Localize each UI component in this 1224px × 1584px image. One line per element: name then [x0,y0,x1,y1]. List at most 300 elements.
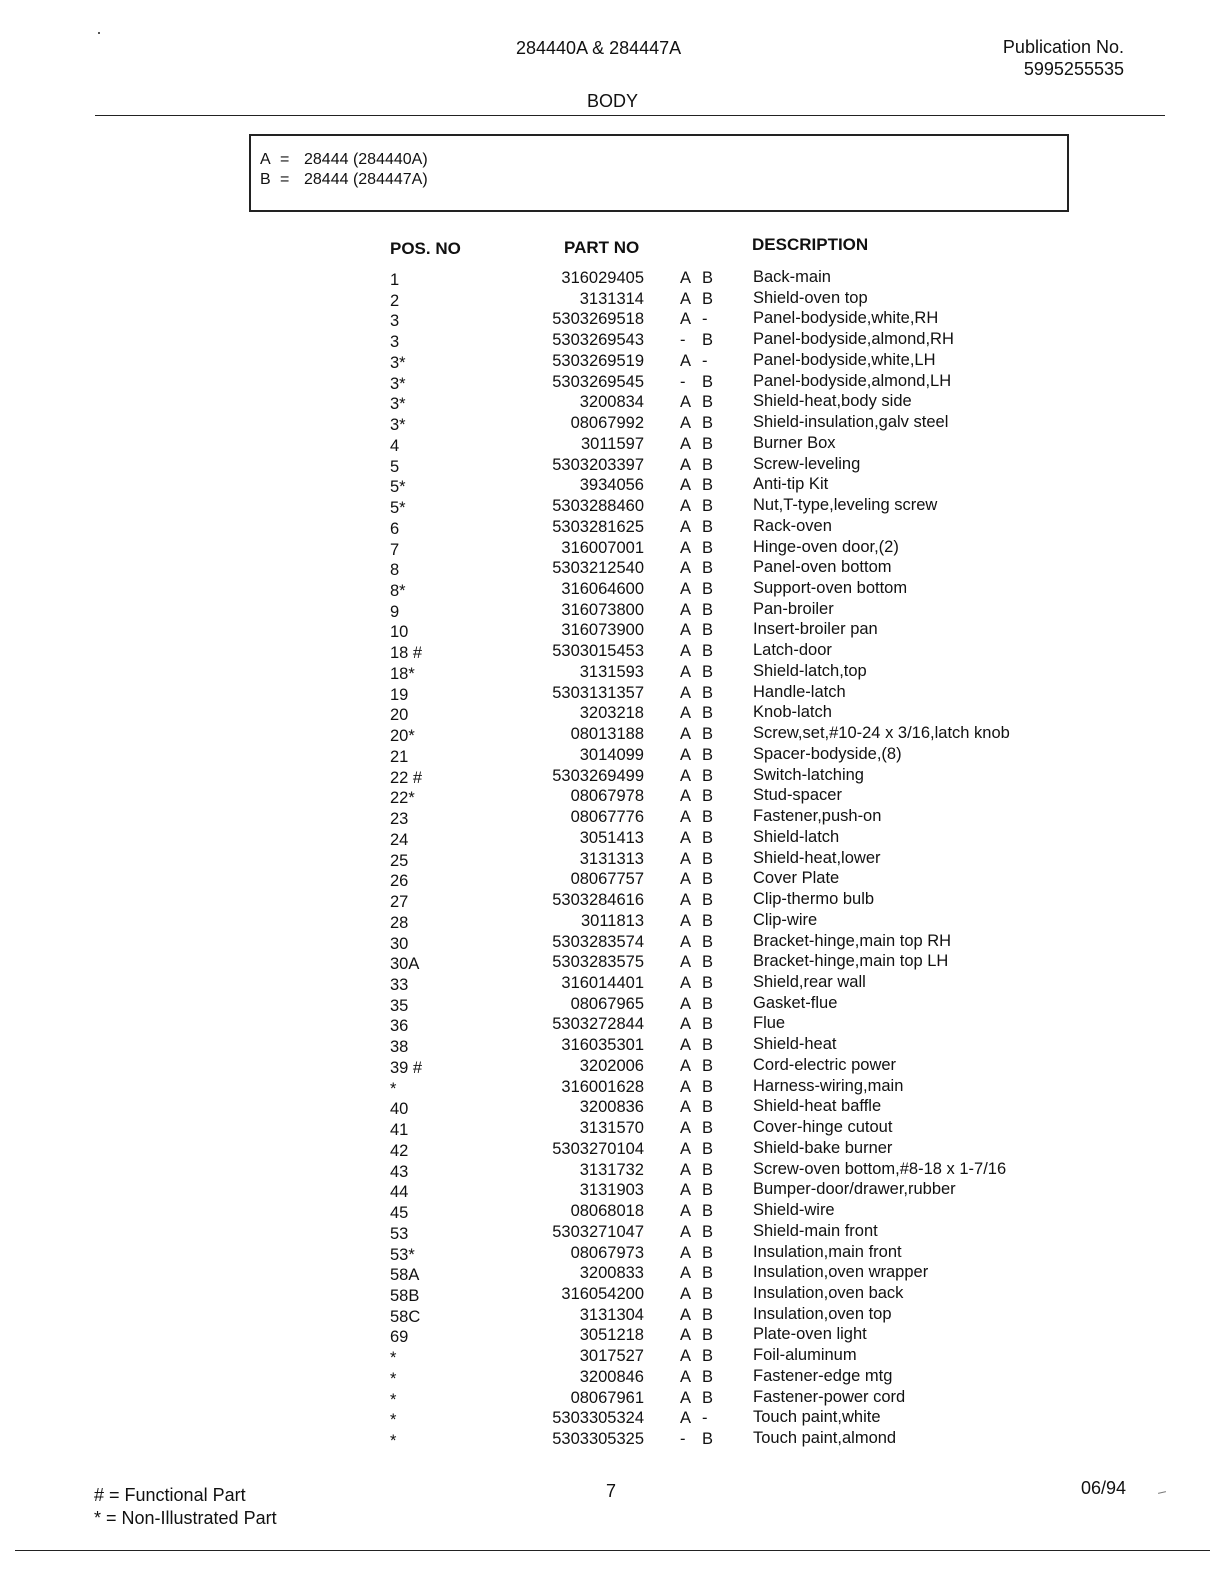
model-a-cell: A [680,1098,692,1117]
model-b-cell: B [702,787,714,806]
description-cell: Insulation,oven top [753,1304,892,1323]
model-a-cell: A [680,870,692,889]
model-b-cell: B [702,870,714,889]
functional-part-note: # = Functional Part [94,1485,246,1505]
pos-cell: 10 [390,623,409,642]
publication-label: Publication No. [1002,37,1124,57]
description-cell: Bumper-door/drawer,rubber [753,1180,956,1199]
model-a-cell: A [680,808,692,827]
model-b-cell: B [702,725,714,744]
pos-cell: 21 [390,747,409,766]
table-row [0,599,1224,620]
model-a-cell: A [680,1222,692,1241]
model-b-cell: B [702,1077,714,1096]
pos-cell: * [390,1349,397,1368]
description-cell: Screw,set,#10-24 x 3/16,latch knob [753,724,1010,743]
table-row [0,744,1224,765]
model-b-cell: B [702,621,714,640]
model-a-cell: A [680,393,692,412]
model-b-cell: B [702,393,714,412]
description-cell: Bracket-hinge,main top LH [753,952,949,971]
part-number-cell: 08067776 [570,808,644,827]
table-row [0,433,1224,454]
pos-cell: 44 [390,1183,409,1202]
table-row [0,702,1224,723]
model-b-cell: B [702,580,714,599]
model-a-cell: A [680,1160,692,1179]
description-cell: Hinge-oven door,(2) [753,537,899,556]
description-cell: Shield-heat [753,1035,837,1054]
table-row [0,1304,1224,1325]
model-a-cell: A [680,745,692,764]
table-row [0,1055,1224,1076]
model-a-cell: A [680,600,692,619]
column-header-pos: POS. NO [390,239,461,258]
pos-cell: 19 [390,685,409,704]
model-a-cell: A [680,725,692,744]
section-title: BODY [587,91,639,111]
part-number-cell: 5303269519 [552,351,644,370]
description-cell: Shield,rear wall [753,972,866,991]
table-row [0,868,1224,889]
table-row [0,1262,1224,1283]
model-a-cell: A [680,580,692,599]
model-a-cell: A [680,891,692,910]
model-a-cell: A [680,662,692,681]
part-number-cell: 5303131357 [552,683,644,702]
description-cell: Insulation,main front [753,1242,902,1261]
table-row [0,391,1224,412]
table-row [0,785,1224,806]
model-a-cell: A [680,1036,692,1055]
part-number-cell: 08067961 [570,1388,644,1407]
model-a-cell: A [680,1077,692,1096]
description-cell: Latch-door [753,641,832,660]
part-number-cell: 3011813 [580,911,644,930]
part-number-cell: 5303283575 [552,953,644,972]
part-number-cell: 3202006 [579,1056,644,1075]
pos-cell: 35 [390,996,409,1015]
model-a-cell: A [680,953,692,972]
table-row [0,827,1224,848]
table-row [0,1117,1224,1138]
model-b-cell: B [702,497,714,516]
part-number-cell: 3131313 [579,849,644,868]
part-number-cell: 08068018 [570,1202,644,1221]
description-cell: Fastener-edge mtg [753,1366,893,1385]
pos-cell: 25 [390,851,409,870]
table-row [0,1345,1224,1366]
pos-cell: * [390,1411,397,1430]
footer-notes [94,1484,277,1530]
pos-cell: 38 [390,1038,409,1057]
model-a-cell: A [680,497,692,516]
model-a-cell: - [680,1430,686,1449]
table-row [0,1387,1224,1408]
description-cell: Touch paint,almond [753,1429,897,1448]
description-cell: Knob-latch [753,703,832,722]
part-number-cell: 3014099 [579,745,644,764]
part-number-cell: 316073900 [561,621,644,640]
model-a-cell: A [680,1202,692,1221]
pos-cell: 23 [390,810,409,829]
table-row [0,723,1224,744]
pos-cell: * [390,1079,397,1098]
pos-cell: 53 [390,1224,409,1243]
part-number-cell: 3200834 [579,393,644,412]
part-number-cell: 3131593 [579,662,644,681]
model-a-cell: A [680,683,692,702]
description-cell: Switch-latching [753,765,864,784]
model-a-cell: A [680,828,692,847]
pos-cell: 9 [390,602,400,621]
part-number-cell: 316029405 [561,269,644,287]
description-cell: Back-main [753,268,831,286]
pos-cell: 43 [390,1162,409,1181]
table-row [0,1407,1224,1428]
header-divider [95,115,1165,116]
pos-cell: 53* [390,1245,415,1264]
pos-cell: * [390,1390,397,1409]
table-row [0,557,1224,578]
part-number-cell: 5303270104 [552,1139,644,1158]
description-cell: Stud-spacer [753,786,842,805]
description-cell: Panel-oven bottom [753,558,892,577]
description-cell: Clip-wire [753,910,818,929]
table-row [0,910,1224,931]
model-a-cell: A [680,351,692,370]
table-row [0,889,1224,910]
pos-cell: 3 [390,333,400,352]
description-cell: Touch paint,white [753,1408,881,1427]
model-b-cell: B [702,662,714,681]
table-row [0,682,1224,703]
legend-equals: = [280,171,290,188]
pos-cell: 36 [390,1017,409,1036]
pos-cell: 22 # [390,768,423,787]
part-number-cell: 316007001 [561,538,644,557]
model-a-cell: A [680,1284,692,1303]
model-b-cell: B [702,600,714,619]
model-b-cell: B [702,953,714,972]
table-row [0,350,1224,371]
table-row [0,267,1224,288]
model-a-cell: - [680,372,686,391]
description-cell: Plate-oven light [753,1325,867,1344]
description-cell: Shield-heat,lower [753,848,881,867]
model-a-cell: A [680,476,692,495]
description-cell: Nut,T-type,leveling screw [753,496,938,515]
part-number-cell: 3131304 [579,1305,644,1324]
scan-speck [98,32,100,34]
table-row [0,454,1224,475]
model-b-cell: B [702,1139,714,1158]
pos-cell: 6 [390,519,400,538]
description-cell: Fastener-power cord [753,1387,906,1406]
part-number-cell: 5303305324 [552,1409,644,1428]
column-header-part: PART NO [564,238,640,257]
model-a-cell: A [680,1367,692,1386]
model-a-cell: A [680,1119,692,1138]
description-cell: Shield-insulation,galv steel [753,413,949,432]
table-row [0,288,1224,309]
description-cell: Shield-wire [753,1201,835,1220]
model-a-cell: A [680,994,692,1013]
pos-cell: 26 [390,872,409,891]
part-number-cell: 5303284616 [552,891,644,910]
model-b-cell: B [702,849,714,868]
column-header-description: DESCRIPTION [752,235,869,254]
legend-row-b [260,170,1067,190]
table-row [0,765,1224,786]
description-cell: Spacer-bodyside,(8) [753,744,902,763]
description-cell: Anti-tip Kit [753,475,829,494]
pos-cell: 3 [390,312,400,331]
model-title: 284440A & 284447A [516,38,682,58]
part-number-cell: 316054200 [561,1284,644,1303]
description-cell: Panel-bodyside,almond,LH [753,371,952,390]
table-row [0,537,1224,558]
model-a-cell: A [680,1388,692,1407]
model-a-cell: A [680,455,692,474]
pos-cell: 69 [390,1328,409,1347]
description-cell: Support-oven bottom [753,579,908,598]
pos-cell: 20* [390,727,415,746]
pos-cell: 1 [390,271,400,289]
table-row [0,1324,1224,1345]
page-number: 7 [606,1481,617,1501]
description-cell: Handle-latch [753,682,846,701]
part-number-cell: 3131732 [579,1160,644,1179]
footer-divider [15,1550,1210,1551]
table-row [0,848,1224,869]
pos-cell: 33 [390,975,409,994]
pos-cell: 18 # [390,644,423,663]
model-b-cell: B [702,331,714,350]
model-a-cell: A [680,787,692,806]
table-row [0,329,1224,350]
part-number-cell: 3017527 [579,1347,644,1366]
model-b-cell: B [702,683,714,702]
model-b-cell: B [702,808,714,827]
model-b-cell: B [702,1284,714,1303]
model-a-cell: A [680,517,692,536]
table-row [0,993,1224,1014]
pos-cell: 3* [390,353,406,372]
table-row [0,516,1224,537]
description-cell: Insulation,oven back [753,1283,904,1302]
model-b-cell: B [702,1015,714,1034]
pos-cell: 58A [390,1266,420,1285]
part-number-cell: 3200846 [579,1367,644,1386]
table-row [0,1076,1224,1097]
pos-cell: 2 [390,291,400,310]
table-row [0,1159,1224,1180]
part-number-cell: 5303288460 [552,497,644,516]
model-a-cell: A [680,434,692,453]
table-row [0,1283,1224,1304]
model-b-cell: B [702,745,714,764]
part-number-cell: 08067978 [570,787,644,806]
publication-number: 5995255535 [1023,59,1124,79]
table-row [0,1034,1224,1055]
part-number-cell: 5303281625 [552,517,644,536]
pos-cell: 4 [390,436,400,455]
description-cell: Panel-bodyside,white,RH [753,309,939,328]
description-cell: Shield-oven top [753,288,868,307]
table-row [0,951,1224,972]
description-cell: Burner Box [753,433,836,452]
model-b-cell: B [702,1160,714,1179]
model-b-cell: B [702,1056,714,1075]
description-cell: Panel-bodyside,almond,RH [753,330,954,349]
description-cell: Rack-oven [753,516,832,535]
table-row [0,1428,1224,1449]
part-number-cell: 08067973 [570,1243,644,1262]
part-number-cell: 5303269545 [552,372,644,391]
part-number-cell: 3203218 [579,704,644,723]
model-b-cell: B [702,1098,714,1117]
legend-key: A [260,151,271,168]
model-b-cell: B [702,1202,714,1221]
part-number-cell: 08067965 [570,994,644,1013]
pos-cell: 3* [390,416,406,435]
description-cell: Fastener,push-on [753,807,882,826]
model-b-cell: B [702,766,714,785]
model-a-cell: A [680,1139,692,1158]
pos-cell: * [390,1432,397,1451]
model-a-cell: A [680,1264,692,1283]
table-row [0,371,1224,392]
pos-cell: 3* [390,395,406,414]
pos-cell: 28 [390,913,409,932]
publication-block [1003,36,1124,80]
pos-cell: 5* [390,478,406,497]
part-number-cell: 08067757 [570,870,644,889]
part-number-cell: 3131570 [579,1119,644,1138]
model-a-cell: A [680,310,692,329]
pos-cell: 8 [390,561,400,580]
table-row [0,931,1224,952]
model-a-cell: A [680,1015,692,1034]
pos-cell: 42 [390,1141,409,1160]
model-b-cell: B [702,1305,714,1324]
description-cell: Shield-heat baffle [753,1097,882,1116]
part-number-cell: 316064600 [561,580,644,599]
pos-cell: 30A [390,955,420,974]
model-b-cell: B [702,372,714,391]
model-a-cell: A [680,1056,692,1075]
pos-cell: 58C [390,1307,421,1326]
part-number-cell: 5303305325 [552,1430,644,1449]
legend-key: B [260,171,271,188]
model-b-cell: - [702,1409,708,1428]
part-number-cell: 5303269518 [552,310,644,329]
model-b-cell: B [702,1119,714,1138]
pos-cell: 20 [390,706,409,725]
model-b-cell: B [702,289,714,308]
pos-cell: 30 [390,934,409,953]
legend-equals: = [280,151,290,168]
pos-cell: 3* [390,374,406,393]
model-b-cell: B [702,1326,714,1345]
description-cell: Insert-broiler pan [753,620,878,639]
description-cell: Cord-electric power [753,1055,897,1074]
part-number-cell: 5303283574 [552,932,644,951]
legend-row-a [260,150,1067,170]
table-row [0,1096,1224,1117]
model-b-cell: B [702,704,714,723]
model-b-cell: B [702,642,714,661]
pos-cell: 41 [390,1121,409,1140]
model-b-cell: B [702,517,714,536]
part-number-cell: 316014401 [561,973,644,992]
scan-mark [1158,1491,1166,1494]
model-b-cell: - [702,310,708,329]
part-number-cell: 5303272844 [552,1015,644,1034]
legend-value: 28444 (284440A) [304,151,428,168]
table-row [0,1138,1224,1159]
model-b-cell: B [702,1388,714,1407]
model-a-cell: A [680,911,692,930]
table-row [0,806,1224,827]
model-a-cell: A [680,1305,692,1324]
pos-cell: 18* [390,664,415,683]
description-cell: Cover Plate [753,869,840,888]
model-b-cell: B [702,1222,714,1241]
model-a-cell: A [680,1326,692,1345]
legend-value: 28444 (284447A) [304,171,428,188]
model-b-cell: B [702,1243,714,1262]
model-a-cell: A [680,1243,692,1262]
date-code: 06/94 [1081,1478,1127,1498]
description-cell: Screw-leveling [753,454,861,473]
description-cell: Shield-main front [753,1221,878,1240]
pos-cell: 45 [390,1204,409,1223]
pos-cell: 24 [390,830,409,849]
part-number-cell: 3934056 [579,476,644,495]
part-number-cell: 5303203397 [552,455,644,474]
part-number-cell: 3200833 [579,1264,644,1283]
description-cell: Pan-broiler [753,599,834,618]
model-a-cell: A [680,766,692,785]
pos-cell: * [390,1369,397,1388]
part-number-cell: 5303271047 [552,1222,644,1241]
model-a-cell: A [680,704,692,723]
table-row [0,972,1224,993]
model-b-cell: B [702,891,714,910]
model-a-cell: A [680,269,692,287]
model-b-cell: B [702,973,714,992]
model-b-cell: B [702,476,714,495]
model-b-cell: B [702,559,714,578]
part-number-cell: 08067992 [570,414,644,433]
model-b-cell: B [702,911,714,930]
model-a-cell: A [680,1181,692,1200]
part-number-cell: 3051218 [579,1326,644,1345]
model-b-cell: B [702,1347,714,1366]
model-b-cell: B [702,434,714,453]
table-row [0,1179,1224,1200]
pos-cell: 7 [390,540,400,559]
model-b-cell: B [702,1181,714,1200]
model-a-cell: A [680,559,692,578]
model-b-cell: B [702,1430,714,1449]
model-a-cell: A [680,414,692,433]
part-number-cell: 5303015453 [552,642,644,661]
pos-cell: 27 [390,893,409,912]
model-a-cell: A [680,1409,692,1428]
